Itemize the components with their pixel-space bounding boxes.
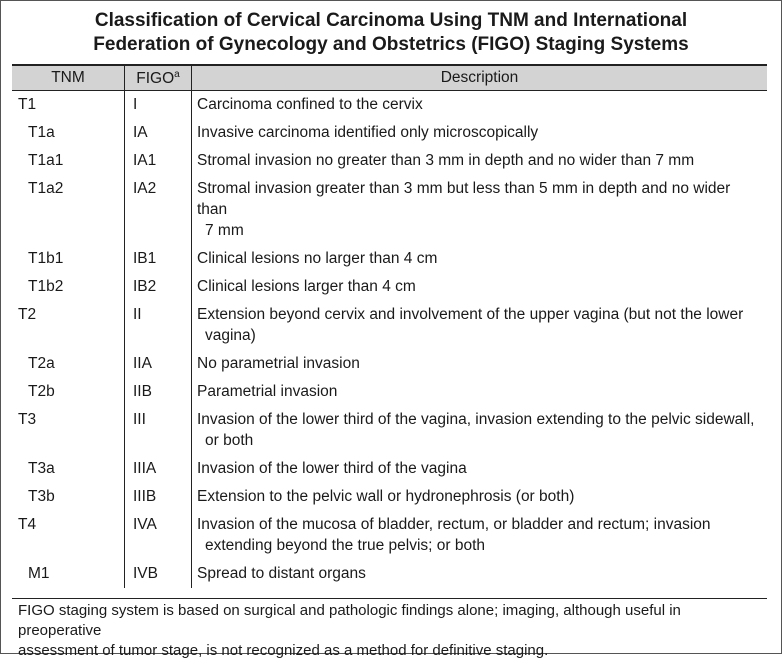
cell-figo: IB1	[125, 245, 192, 273]
header-description: Description	[192, 65, 768, 91]
description-line2: extending beyond the true pelvis; or both	[205, 537, 486, 554]
table-row	[12, 350, 767, 378]
cell-description	[192, 378, 768, 406]
description-line1: Stromal invasion no greater than 3 mm in depth and no wider than 7 mm	[197, 152, 695, 169]
footnote-line1: FIGO staging system is based on surgical and pathologic findings alone; imaging, although useful in preoperative	[18, 602, 681, 639]
cell-description	[192, 301, 768, 350]
description-line1: Invasion of the mucosa of bladder, rectum, or bladder and rectum; invasion	[197, 516, 711, 533]
description-line1: Clinical lesions larger than 4 cm	[197, 278, 416, 295]
description-line1: Carcinoma confined to the cervix	[197, 96, 423, 113]
cell-description	[192, 560, 768, 588]
cell-description	[192, 455, 768, 483]
cell-tnm: T3	[18, 411, 37, 428]
description-line1: Invasion of the lower third of the vagina	[197, 460, 467, 477]
cell-tnm: T2	[18, 306, 37, 323]
table-row	[12, 378, 767, 406]
description-line1: Spread to distant organs	[197, 565, 366, 582]
cell-figo: IVA	[125, 511, 192, 560]
cell-figo: IB2	[125, 273, 192, 301]
table-row	[12, 406, 767, 455]
table-row	[12, 511, 767, 560]
cell-description	[192, 175, 768, 245]
cell-figo: IIIA	[125, 455, 192, 483]
table-row	[12, 147, 767, 175]
cell-tnm: T1b1	[28, 250, 64, 267]
cell-description	[192, 273, 768, 301]
header-tnm: TNM	[12, 65, 125, 91]
table-row	[12, 175, 767, 245]
cell-tnm: T2b	[28, 383, 55, 400]
cell-description	[192, 91, 768, 120]
cell-figo: IIA	[125, 350, 192, 378]
cell-description	[192, 147, 768, 175]
cell-figo: I	[125, 91, 192, 120]
cell-description	[192, 483, 768, 511]
table-title-line1: Classification of Cervical Carcinoma Using TNM and International	[94, 10, 688, 31]
cell-figo: IVB	[125, 560, 192, 588]
table-row	[12, 455, 767, 483]
table-row	[12, 273, 767, 301]
cell-figo: IIIB	[125, 483, 192, 511]
cell-description	[192, 511, 768, 560]
header-figo-label: FIGO	[136, 69, 175, 87]
header-figo	[125, 65, 192, 91]
cell-tnm: T3a	[28, 460, 55, 477]
header-figo-footnote-mark: a	[174, 68, 180, 80]
table-row	[12, 483, 767, 511]
cell-tnm: T3b	[28, 488, 55, 505]
table-row	[12, 91, 767, 120]
cell-description	[192, 350, 768, 378]
footnote-line2: assessment of tumor stage, is not recognized as a method for definitive staging.	[18, 642, 549, 659]
cell-tnm: M1	[28, 565, 50, 582]
table-title-line2: Federation of Gynecology and Obstetrics (FIGO) Staging Systems	[93, 34, 689, 55]
description-line2: 7 mm	[205, 222, 244, 239]
description-line1: No parametrial invasion	[197, 355, 360, 372]
cell-tnm: T1a2	[28, 180, 64, 197]
footnote	[12, 598, 767, 661]
staging-table	[12, 64, 767, 588]
description-line1: Parametrial invasion	[197, 383, 338, 400]
cell-tnm: T1b2	[28, 278, 64, 295]
description-line1: Extension beyond cervix and involvement of the upper vagina (but not the lower	[197, 306, 744, 323]
cell-figo: III	[125, 406, 192, 455]
description-line1: Invasion of the lower third of the vagina, invasion extending to the pelvic sidewall,	[197, 411, 755, 428]
cell-figo: II	[125, 301, 192, 350]
table-row	[12, 301, 767, 350]
table-row	[12, 560, 767, 588]
cell-figo: IA2	[125, 175, 192, 245]
description-line1: Stromal invasion greater than 3 mm but less than 5 mm in depth and no wider than	[197, 180, 731, 218]
description-line2: or both	[205, 432, 254, 449]
cell-description	[192, 406, 768, 455]
cell-description	[192, 245, 768, 273]
table-row	[12, 245, 767, 273]
description-line1: Invasive carcinoma identified only microscopically	[197, 124, 539, 141]
cell-tnm: T2a	[28, 355, 55, 372]
description-line1: Clinical lesions no larger than 4 cm	[197, 250, 438, 267]
table-header-row	[12, 65, 767, 91]
cell-tnm: T1	[18, 96, 37, 113]
cell-tnm: T4	[18, 516, 37, 533]
cell-tnm: T1a	[28, 124, 55, 141]
cell-description	[192, 119, 768, 147]
table-row	[12, 119, 767, 147]
cell-figo: IA1	[125, 147, 192, 175]
description-line2: vagina)	[205, 327, 256, 344]
cell-tnm: T1a1	[28, 152, 64, 169]
cell-figo: IIB	[125, 378, 192, 406]
cell-figo: IA	[125, 119, 192, 147]
description-line1: Extension to the pelvic wall or hydronephrosis (or both)	[197, 488, 575, 505]
